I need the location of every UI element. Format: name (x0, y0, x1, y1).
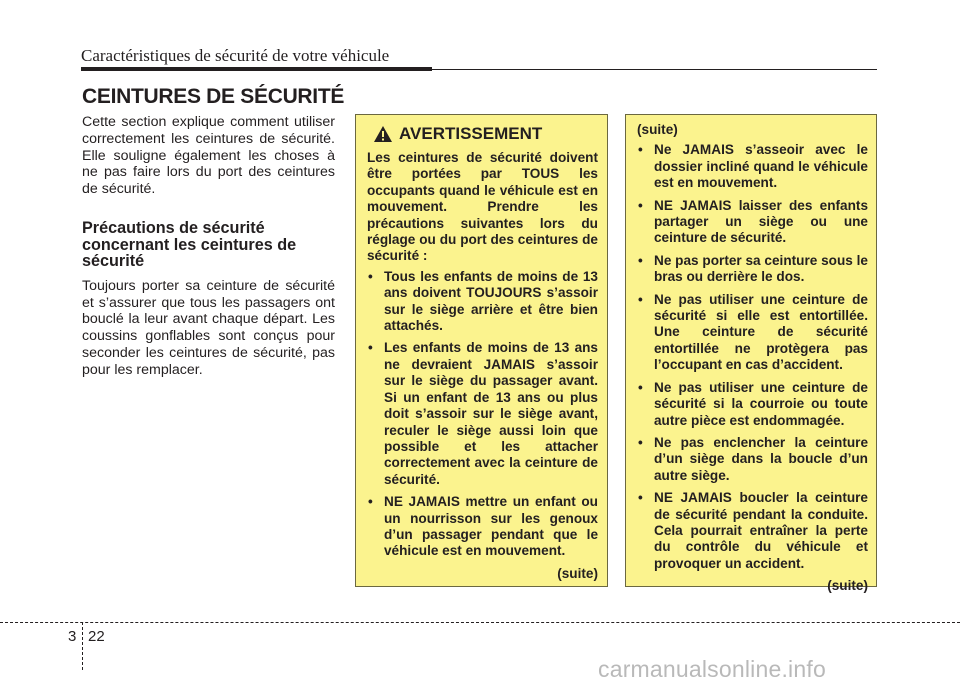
warning-panel (355, 114, 608, 587)
warning-title: AVERTISSEMENT (399, 124, 543, 143)
warning-item: • Ne pas utiliser une ceinture de sécurité si la courroie ou toute autre pièce est endommagée. (637, 380, 868, 429)
warning-item: • Tous les enfants de moins de 13 ans doivent TOUJOURS s’assoir sur le siège arrière et être bien attachés. (367, 269, 598, 335)
warning-list (367, 269, 598, 560)
warning-header (367, 124, 598, 144)
warning-item: • NE JAMAIS laisser des enfants partager un siège ou une ceinture de sécurité. (637, 198, 868, 247)
subheading: Précautions de sécurité concernant les ceintures de sécurité (82, 218, 297, 271)
warning-item: • NE JAMAIS boucler la ceinture de sécurité pendant la conduite. Cela pourrait entraîner la perte du contrôle du véhicule et provoquer un accident. (637, 490, 868, 572)
warning-intro: Les ceintures de sécurité doivent être portées par TOUS les occupants quand le véhicule est en mouvement. Prendre les précautions suivantes lors du réglage ou du port des ceintures de sécurité : (367, 150, 598, 264)
section-title: CEINTURES DE SÉCURITÉ (82, 85, 345, 108)
footer-rule (0, 622, 960, 623)
warning-list-continued (637, 142, 868, 572)
warning-panel-continued (625, 114, 877, 594)
warning-item: • Ne pas porter sa ceinture sous le bras ou derrière le dos. (637, 253, 868, 286)
page-number: 22 (88, 628, 105, 645)
warning-item: • Ne pas enclencher la ceinture d’un siège dans la boucle d’un autre siège. (637, 435, 868, 484)
warning-triangle-icon (373, 125, 393, 143)
warning-item: • Ne pas utiliser une ceinture de sécurité si elle est entortillée. Une ceinture de sécurité entortillée ne protègera pas l’occupant en cas d’accident. (637, 292, 868, 374)
running-header: Caractéristiques de sécurité de votre véhicule (81, 46, 390, 65)
watermark: carmanualsonline.info (598, 656, 826, 682)
warning-item: • NE JAMAIS mettre un enfant ou un nourrisson sur les genoux d’un passager pendant que le véhicule est en mouvement. (367, 494, 598, 560)
intro-paragraph: Cette section explique comment utiliser correctement les ceintures de sécurité. Elle souligne également les choses à ne pas faire lors du port des ceintures de sécurité. (82, 114, 335, 198)
footer-divider (82, 622, 83, 670)
warning-item: • Les enfants de moins de 13 ans ne devraient JAMAIS s’assoir sur le siège du passager avant. Si un enfant de 13 ans ou plus doit s’assoir sur le siège avant, reculer le siège aussi loin que possible et les attacher correctement avec la ceinture de sécurité. (367, 340, 598, 488)
intro-column (82, 114, 335, 379)
continued-lead: (suite) (637, 122, 678, 137)
continued-label: (suite) (827, 578, 868, 594)
header-rule (81, 69, 877, 70)
body-paragraph: Toujours porter sa ceinture de sécurité et s’assurer que tous les passagers ont bouclé la leur avant chaque départ. Les coussins gonflables sont conçus pour seconder les ceintures de sécurité, pas pour les remplacer. (82, 277, 335, 378)
warning-item: • Ne JAMAIS s’asseoir avec le dossier incliné quand le véhicule est en mouvement. (637, 142, 868, 191)
chapter-number: 3 (68, 628, 77, 645)
continued-label: (suite) (557, 565, 598, 581)
